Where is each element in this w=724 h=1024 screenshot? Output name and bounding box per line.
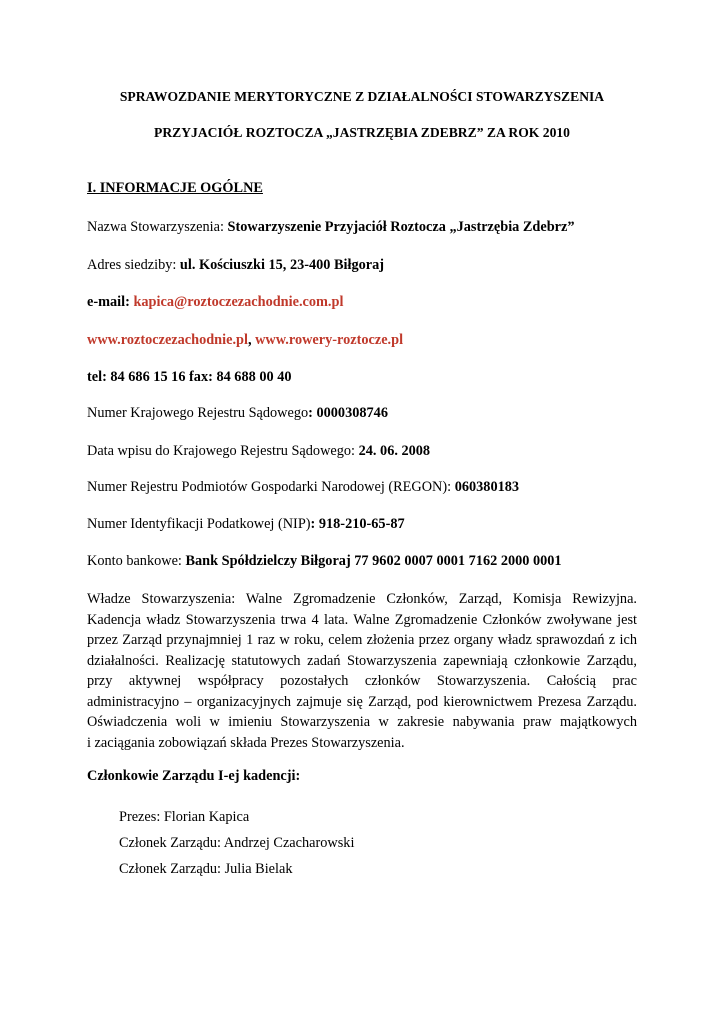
krs-number — [87, 404, 388, 422]
report-title-line-1: SPRAWOZDANIE MERYTORYCZNE Z DZIAŁALNOŚCI STOWARZYSZENIA — [119, 89, 605, 104]
board-member-president: Prezes: Florian Kapica — [119, 809, 250, 825]
association-name — [87, 218, 575, 236]
email — [87, 293, 343, 311]
nip-value: : 918-210-65-87 — [310, 516, 405, 532]
phone-fax: tel: 84 686 15 16 fax: 84 688 00 40 — [87, 369, 292, 385]
email-link[interactable]: kapica@roztoczezachodnie.com.pl — [133, 294, 344, 310]
address-label: Adres siedziby: — [87, 257, 180, 273]
krs-label: Numer Krajowego Rejestru Sądowego — [87, 405, 309, 421]
board-member-3: Członek Zarządu: Julia Bielak — [119, 861, 293, 877]
krs-date-value: 24. 06. 2008 — [358, 443, 431, 459]
regon-number — [87, 478, 519, 496]
paragraph-line: Władze Stowarzyszenia: Walne Zgromadzenie Członków, Zarząd, Komisja Rewizyjna. — [87, 591, 637, 607]
paragraph-line: administracyjno – organizacyjnych zajmuje się Zarząd, pod kierownictwem Prezesa Zarządu. — [87, 693, 637, 710]
paragraph-line: Oświadczenia woli w imieniu Stowarzyszenia w zakresie nabywania praw majątkowych — [87, 714, 637, 730]
bank-label: Konto bankowe: — [87, 553, 186, 569]
section-heading: I. INFORMACJE OGÓLNE — [87, 180, 263, 196]
bank-value: Bank Spółdzielczy Biłgoraj 77 9602 0007 0001 7162 2000 0001 — [185, 553, 562, 569]
regon-value: 060380183 — [454, 479, 520, 495]
bank-account — [87, 552, 562, 570]
website-link-2[interactable]: www.rowery-roztocze.pl — [255, 332, 404, 348]
address-value: ul. Kościuszki 15, 23-400 Biłgoraj — [179, 257, 385, 273]
board-member-2: Członek Zarządu: Andrzej Czacharowski — [119, 835, 355, 851]
nip-number — [87, 515, 405, 533]
association-name-value: Stowarzyszenie Przyjaciół Roztocza „Jastrzębia Zdebrz” — [227, 219, 575, 235]
paragraph-line: i zaciągania zobowiązań składa Prezes Stowarzyszenia. — [87, 734, 405, 751]
website-separator: , — [247, 332, 256, 348]
website-link-1[interactable]: www.roztoczezachodnie.pl — [87, 332, 248, 348]
krs-date — [87, 442, 430, 460]
krs-date-label: Data wpisu do Krajowego Rejestru Sądowego: — [87, 443, 359, 459]
board-heading: Członkowie Zarządu I-ej kadencji: — [87, 768, 301, 784]
paragraph-line: Kadencja władz Stowarzyszenia trwa 4 lata. Walne Zgromadzenie Członków zwoływane jest — [87, 611, 637, 628]
regon-label: Numer Rejestru Podmiotów Gospodarki Narodowej (REGON): — [87, 479, 455, 495]
websites — [87, 331, 403, 349]
report-title-line-2: PRZYJACIÓŁ ROZTOCZA „JASTRZĘBIA ZDEBRZ” ZA ROK 2010 — [154, 125, 570, 140]
paragraph-line: działalności. Realizację statutowych zadań Stowarzyszenia zapewniają członkowie Zarządu, — [87, 652, 637, 669]
paragraph-line: przy aktywnej współpracy pozostałych członków Stowarzyszenia. Całością prac — [87, 673, 637, 689]
krs-value: : 0000308746 — [308, 405, 388, 421]
email-label: e-mail: — [87, 294, 134, 310]
paragraph-line: przez Zarząd przynajmniej 1 raz w roku, celem złożenia przez organy władz sprawozdań z ich — [87, 632, 637, 648]
governance-paragraph — [87, 589, 637, 753]
association-name-label: Nazwa Stowarzyszenia: — [87, 219, 228, 235]
address — [87, 256, 384, 274]
nip-label: Numer Identyfikacji Podatkowej (NIP) — [87, 516, 311, 532]
